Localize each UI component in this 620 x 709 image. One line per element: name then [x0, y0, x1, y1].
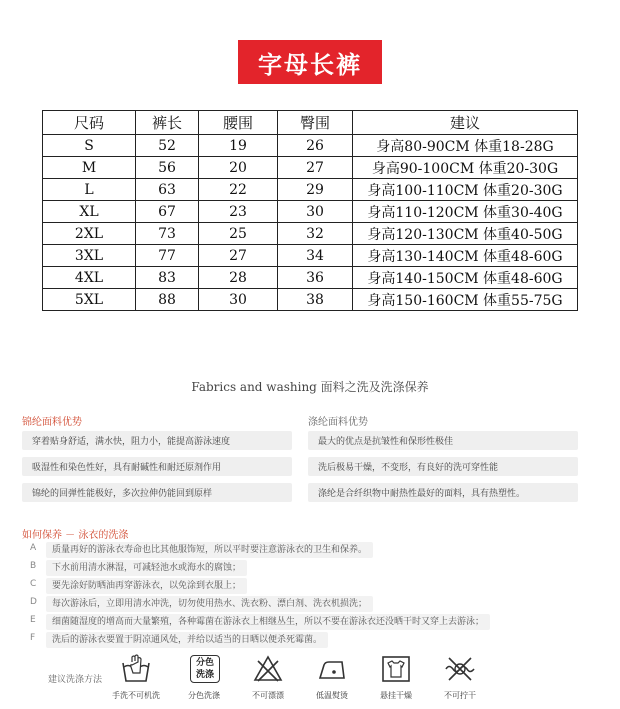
hand-wash-icon — [120, 653, 152, 685]
fabrics-washing-title: Fabrics and washing 面料之洗及洗涤保养 — [191, 380, 429, 394]
care-item-letter: E — [30, 615, 36, 625]
table-row — [43, 201, 578, 223]
cell-size: M — [43, 157, 136, 179]
wash-caption: 分色洗涤 — [188, 691, 220, 700]
care-item-text: 细菌随湿度的增高而大量繁殖，各种霉菌在游泳衣上相继丛生，所以不要在游泳衣还没晒干时又穿上去游泳； — [46, 614, 490, 630]
cell-length: 52 — [136, 135, 199, 157]
care-item — [30, 596, 600, 613]
wash-caption: 悬挂干燥 — [380, 691, 412, 700]
cell-suggestion: 身高140-150CM 体重48-60G — [353, 267, 578, 289]
table-row — [43, 289, 578, 311]
cell-waist: 20 — [199, 157, 278, 179]
care-item — [30, 542, 600, 559]
cell-hip: 38 — [278, 289, 353, 311]
cell-length: 83 — [136, 267, 199, 289]
cell-waist: 28 — [199, 267, 278, 289]
care-item-text: 下水前用清水淋湿，可减轻池水或海水的腐蚀； — [46, 560, 247, 576]
cell-hip: 29 — [278, 179, 353, 201]
care-item-text: 要先涂好防晒油再穿游泳衣，以免涂到衣服上； — [46, 578, 247, 594]
separate-color-icon — [190, 655, 220, 683]
cell-waist: 19 — [199, 135, 278, 157]
cell-waist: 22 — [199, 179, 278, 201]
care-item — [30, 578, 600, 595]
header-hip: 臀围 — [278, 111, 353, 135]
polyester-advantage-row: 最大的优点是抗皱性和保形性极佳 — [308, 431, 578, 450]
separate-color-line-2: 洗涤 — [195, 670, 214, 680]
care-item-letter: B — [30, 561, 37, 571]
cell-suggestion: 身高130-140CM 体重48-60G — [353, 245, 578, 267]
wash-caption: 不可漂漂 — [252, 691, 284, 700]
wash-caption: 手洗不可机洗 — [112, 691, 160, 700]
care-item-letter: C — [30, 579, 37, 589]
cell-suggestion: 身高80-90CM 体重18-28G — [353, 135, 578, 157]
table-row — [43, 179, 578, 201]
nylon-advantage-row: 吸湿性和染色性好，具有耐碱性和耐还原剂作用 — [22, 457, 292, 476]
cell-size: 5XL — [43, 289, 136, 311]
polyester-advantages-heading: 涤纶面料优势 — [308, 417, 368, 428]
wash-symbol — [302, 653, 362, 709]
cell-hip: 27 — [278, 157, 353, 179]
size-table — [42, 110, 578, 311]
wash-caption: 低温熨烫 — [316, 691, 348, 700]
no-wring-icon — [444, 653, 476, 685]
cell-suggestion: 身高90-100CM 体重20-30G — [353, 157, 578, 179]
cell-suggestion: 身高100-110CM 体重20-30G — [353, 179, 578, 201]
cell-waist: 23 — [199, 201, 278, 223]
care-item — [30, 614, 600, 631]
separate-color-line-1: 分色 — [195, 658, 214, 668]
cell-length: 88 — [136, 289, 199, 311]
cell-hip: 36 — [278, 267, 353, 289]
wash-symbol — [106, 653, 166, 709]
cell-size: S — [43, 135, 136, 157]
nylon-advantage-row: 穿着贴身舒适，满水快，阻力小，能提高游泳速度 — [22, 431, 292, 450]
cell-hip: 30 — [278, 201, 353, 223]
cell-waist: 30 — [199, 289, 278, 311]
header-size: 尺码 — [43, 111, 136, 135]
care-item-letter: D — [30, 597, 37, 607]
table-row — [43, 223, 578, 245]
wash-caption: 不可拧干 — [444, 691, 476, 700]
cell-waist: 27 — [199, 245, 278, 267]
cell-length: 77 — [136, 245, 199, 267]
cell-hip: 34 — [278, 245, 353, 267]
care-item-text: 洗后的游泳衣要置于阴凉通风处，并给以适当的日晒以便杀死霉菌。 — [46, 632, 328, 648]
nylon-advantage-row: 锦纶的回弹性能极好，多次拉伸仍能回到原样 — [22, 483, 292, 502]
cell-length: 63 — [136, 179, 199, 201]
care-item — [30, 632, 600, 649]
nylon-advantages-heading: 锦纶面料优势 — [22, 417, 82, 428]
no-bleach-icon — [252, 653, 284, 685]
cell-hip: 32 — [278, 223, 353, 245]
wash-symbol — [174, 653, 234, 709]
table-row — [43, 267, 578, 289]
header-suggestion: 建议 — [353, 111, 578, 135]
table-header-row — [43, 111, 578, 135]
low-temp-iron-icon — [316, 653, 348, 685]
care-item-letter: A — [30, 543, 37, 553]
cell-size: 3XL — [43, 245, 136, 267]
care-heading: 如何保养 － 泳衣的洗涤 — [22, 530, 129, 541]
page-title: 字母长裤 — [238, 40, 382, 84]
care-item-letter: F — [30, 633, 36, 643]
care-item — [30, 560, 600, 577]
table-row — [43, 135, 578, 157]
wash-symbol — [238, 653, 298, 709]
cell-length: 67 — [136, 201, 199, 223]
header-waist: 腰围 — [199, 111, 278, 135]
wash-method-label: 建议洗涤方法 — [48, 675, 103, 685]
cell-waist: 25 — [199, 223, 278, 245]
table-row — [43, 245, 578, 267]
cell-suggestion: 身高110-120CM 体重30-40G — [353, 201, 578, 223]
cell-length: 56 — [136, 157, 199, 179]
header-length: 裤长 — [136, 111, 199, 135]
hang-dry-icon — [380, 653, 412, 685]
cell-hip: 26 — [278, 135, 353, 157]
cell-size: L — [43, 179, 136, 201]
polyester-advantage-row: 涤纶是合纤织物中耐热性最好的面料，具有热塑性。 — [308, 483, 578, 502]
wash-symbol — [366, 653, 426, 709]
cell-suggestion: 身高120-130CM 体重40-50G — [353, 223, 578, 245]
polyester-advantage-row: 洗后极易干燥，不变形，有良好的洗可穿性能 — [308, 457, 578, 476]
table-row — [43, 157, 578, 179]
cell-size: XL — [43, 201, 136, 223]
care-item-text: 质量再好的游泳衣寿命也比其他服饰短，所以平时要注意游泳衣的卫生和保养。 — [46, 542, 373, 558]
wash-symbol — [430, 653, 490, 709]
cell-size: 4XL — [43, 267, 136, 289]
cell-size: 2XL — [43, 223, 136, 245]
care-item-text: 每次游泳后，立即用清水冲洗，切勿使用热水、洗衣粉、漂白剂、洗衣机损洗； — [46, 596, 373, 612]
cell-suggestion: 身高150-160CM 体重55-75G — [353, 289, 578, 311]
cell-length: 73 — [136, 223, 199, 245]
